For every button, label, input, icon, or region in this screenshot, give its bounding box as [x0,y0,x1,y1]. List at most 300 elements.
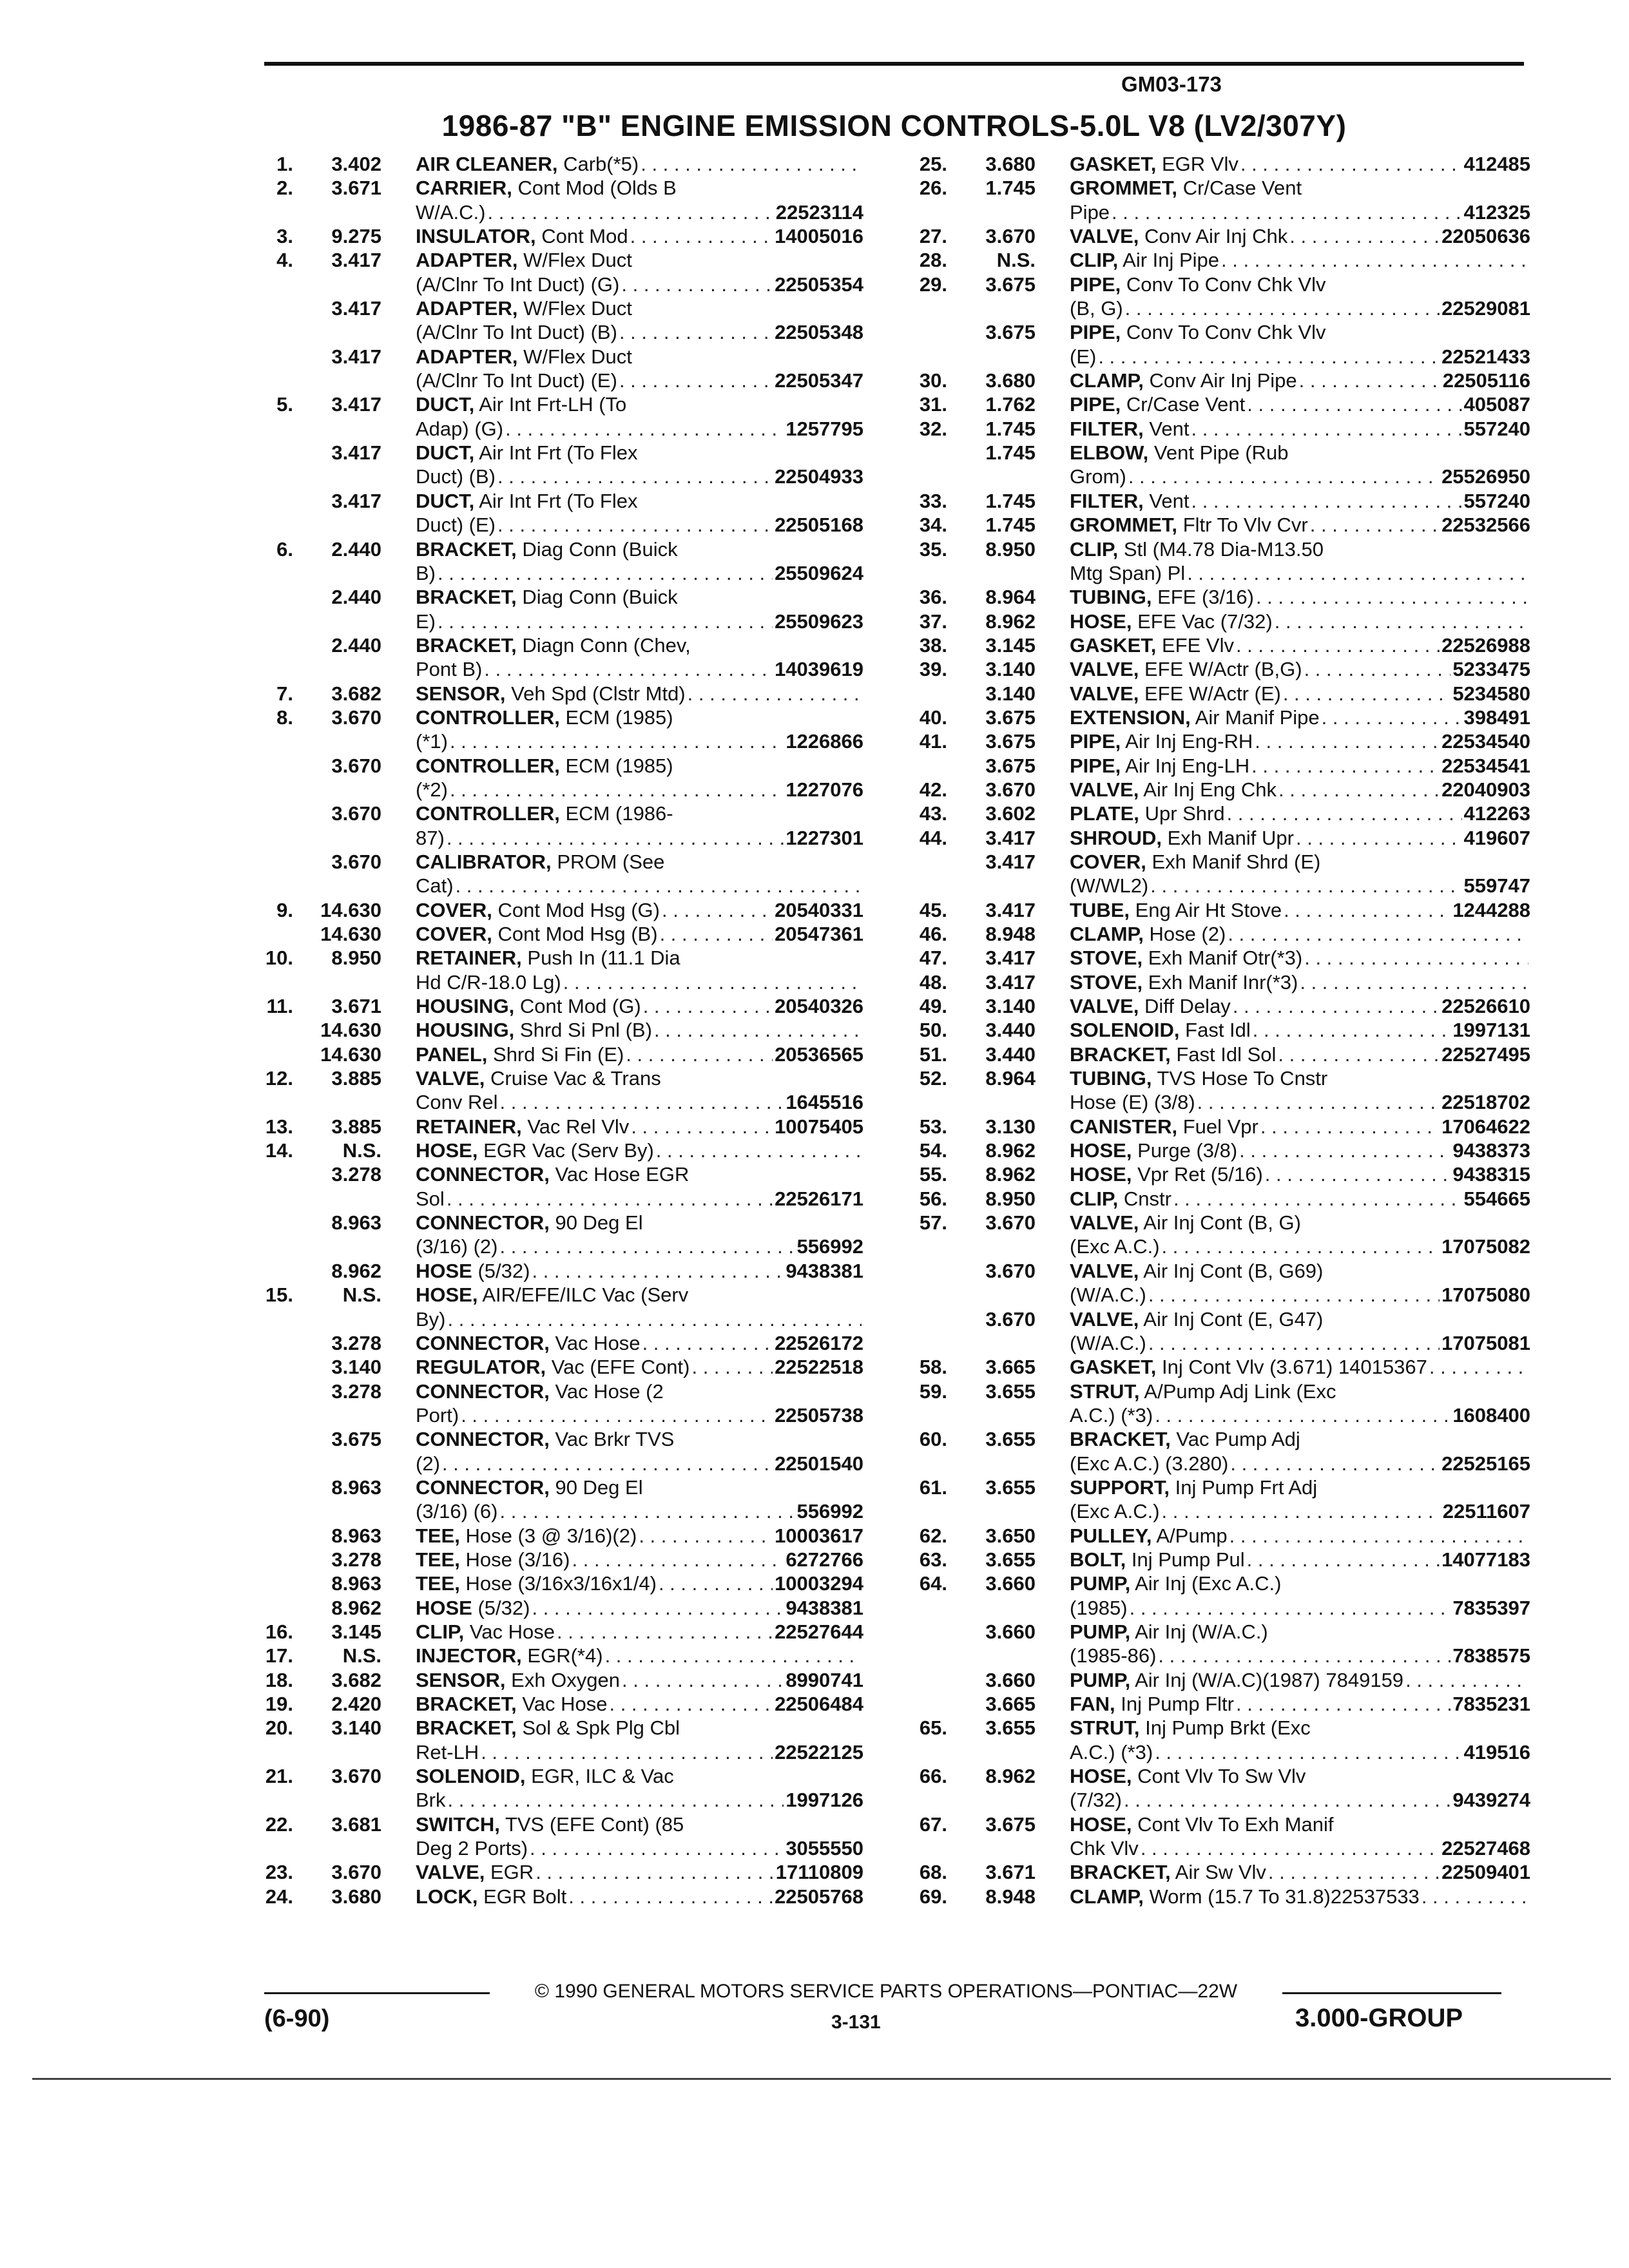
dot-leader [1229,1524,1528,1548]
part-entry [899,1475,1530,1524]
dot-leader [631,1115,773,1139]
dot-leader [1236,1692,1451,1716]
part-name: VALVE, [416,1861,485,1884]
part-number: 17075082 [1441,1235,1530,1258]
dot-leader [1299,369,1441,392]
dot-leader [1289,224,1440,248]
part-text [1070,1018,1530,1042]
part-line [245,970,863,994]
group-number: 3.417 [331,297,381,320]
dot-leader [1247,392,1461,416]
part-line [899,610,1530,633]
part-entry [899,1692,1530,1716]
part-number: 22518702 [1441,1091,1530,1114]
part-number: 22511607 [1442,1500,1530,1523]
part-name: COVER, [416,923,492,945]
part-description [416,729,448,753]
part-text [1070,1499,1530,1523]
part-name: VALVE, [1070,1211,1139,1235]
part-text [1070,1836,1530,1860]
part-line [899,441,1530,465]
part-name: VALVE, [1070,1259,1139,1282]
dot-leader [1162,1235,1440,1258]
item-number: 34. [919,514,947,537]
part-name: CLIP, [1070,537,1119,561]
part-number: 22505168 [775,514,863,537]
part-text [416,1740,863,1764]
part-text [1070,826,1530,850]
dot-leader [639,1524,773,1548]
part-text [416,1187,863,1211]
group-number: 3.675 [331,1428,381,1451]
part-line [899,1788,1530,1812]
part-line [245,1644,863,1667]
part-name: VALVE, [1070,1307,1139,1331]
group-number: 8.963 [331,1572,381,1595]
part-name: CLIP, [1070,1187,1119,1210]
part-number: 1608400 [1452,1403,1530,1427]
dot-leader [1429,1355,1528,1379]
part-name: GASKET, [1070,153,1157,175]
item-number: 36. [919,586,947,609]
item-number: 14. [265,1139,293,1162]
part-entry [245,1668,863,1692]
item-number: 9. [276,898,293,921]
part-line [245,826,863,850]
item-number: 58. [919,1356,947,1379]
part-description [1070,922,1226,946]
part-name: CARRIER, [416,177,512,200]
part-line [245,1548,863,1571]
dot-leader [497,513,773,537]
part-number: 14005016 [775,225,863,248]
part-line [899,1066,1530,1090]
part-description [1070,1259,1323,1283]
part-description [1070,1764,1306,1788]
group-number: 9.275 [331,225,381,248]
item-number: 61. [919,1475,947,1499]
part-detail: Air Sw Vlv [1175,1861,1266,1884]
part-text [416,392,863,416]
part-detail: Air Inj Eng Chk [1143,778,1277,801]
part-line [245,561,863,585]
part-entry [899,248,1530,272]
group-number: N.S. [342,1644,381,1667]
part-entry [899,850,1530,898]
dot-leader [1098,345,1440,369]
part-text [1070,1788,1530,1812]
part-number: 22509401 [1441,1861,1530,1884]
dot-leader [447,826,784,850]
part-name: TEE, [416,1524,460,1547]
part-description [416,1043,624,1066]
part-name: PIPE, [1070,730,1121,753]
part-detail: EGR Vlv [1161,153,1239,175]
part-text [416,1090,863,1114]
part-name: COVER, [1070,850,1146,873]
part-description [1070,176,1302,200]
part-text [1070,465,1530,488]
part-line [899,392,1530,416]
group-number: 3.885 [331,1115,381,1138]
part-detail: Hose (3/16) [465,1548,570,1571]
part-text [1070,1066,1530,1090]
part-line [245,345,863,369]
part-detail: (5/32) [477,1259,530,1282]
dot-leader [499,1499,795,1523]
group-number: 3.417 [331,489,381,512]
part-detail: EFE Vac (7/32) [1137,610,1273,633]
part-detail: (*2) [416,778,448,801]
part-name: CALIBRATOR, [416,850,552,873]
part-number: 1997126 [786,1789,863,1812]
part-entry [899,946,1530,970]
part-number: 7835397 [1452,1596,1530,1619]
dot-leader [499,1235,795,1258]
group-number: 3.655 [985,1475,1036,1499]
part-line [899,970,1530,994]
part-entry [899,1115,1530,1139]
part-number: 5233475 [1452,658,1530,681]
part-description [416,1740,479,1764]
part-entry [245,1620,863,1644]
part-description [416,922,658,946]
part-description [1070,898,1282,922]
part-entry [899,1885,1530,1908]
part-number: 17075081 [1441,1331,1530,1354]
part-detail: Air Inj Pipe [1123,249,1220,272]
part-text [1070,1885,1530,1908]
part-detail: Hose (3/16x3/16x1/4) [465,1572,657,1595]
item-number: 63. [919,1548,947,1571]
part-description [1070,1475,1317,1499]
dot-leader [1260,1115,1440,1139]
item-number: 31. [919,393,947,416]
part-description [1070,1885,1420,1908]
part-detail: TVS (EFE Cont) (85 [505,1812,684,1836]
part-entry [899,994,1530,1018]
part-detail: EGR [490,1861,534,1884]
part-number: 22505768 [775,1885,863,1908]
part-line [899,633,1530,657]
part-text [1070,1764,1530,1788]
part-detail: (1985) [1070,1596,1128,1619]
dot-leader [1112,200,1462,224]
part-number: 14077183 [1441,1548,1530,1571]
group-number: 3.665 [985,1693,1036,1715]
group-number: 1.762 [985,393,1036,416]
part-number: 7835231 [1452,1693,1530,1715]
part-entry [245,585,863,633]
part-text [1070,898,1530,922]
part-detail: Diff Delay [1144,995,1231,1018]
part-detail: (3/16) (6) [416,1500,498,1523]
part-text [416,754,863,778]
group-number: 3.675 [985,730,1036,753]
dot-leader [484,657,773,681]
dot-leader [1253,1018,1451,1042]
part-entry [245,1115,863,1139]
item-number: 26. [919,177,947,200]
part-description [416,1860,534,1884]
part-description [1070,1427,1300,1451]
part-name: HOSE, [1070,1812,1132,1836]
group-number: 2.440 [331,537,381,561]
part-text [1070,224,1530,248]
part-entry [899,176,1530,224]
group-number: 8.948 [985,923,1036,945]
item-number: 41. [919,730,947,753]
part-line [245,850,863,874]
part-entry [245,1018,863,1042]
part-number: 17075080 [1441,1283,1530,1307]
part-line [899,1836,1530,1860]
part-line [899,1668,1530,1692]
part-number: 22522518 [775,1356,863,1379]
part-description [1070,1620,1268,1644]
group-number: N.S. [342,1139,381,1162]
part-description [1070,345,1096,369]
part-description [1070,850,1320,874]
part-number: 412325 [1463,200,1530,224]
part-line [245,273,863,296]
dot-leader [488,200,774,224]
part-line [899,1644,1530,1667]
part-text [1070,1090,1530,1114]
part-description [1070,706,1320,729]
part-line [899,1043,1530,1066]
part-text [1070,489,1530,513]
part-description [1070,1115,1258,1139]
part-text [416,1018,863,1042]
part-number: 412485 [1463,153,1530,175]
part-detail: Air Inj (W/A.C.) [1135,1620,1268,1643]
item-number: 60. [919,1428,947,1451]
group-number: 3.670 [985,1211,1036,1235]
part-description [416,392,626,416]
part-number: 9438381 [786,1259,863,1282]
dot-leader [1275,610,1528,633]
part-entry [245,922,863,946]
part-detail: EGR Vac (Serv By) [483,1139,654,1162]
part-line [245,874,863,898]
part-text [1070,1548,1530,1571]
item-number: 54. [919,1139,947,1162]
part-text [1070,1162,1530,1186]
part-text [1070,561,1530,585]
part-line [245,369,863,392]
part-number: 405087 [1463,393,1530,416]
group-number: 3.670 [985,1307,1036,1331]
item-number: 12. [265,1067,293,1090]
part-name: HOSE, [416,1283,478,1307]
part-detail: Inj Pump Fltr [1121,1693,1234,1715]
part-text [1070,1692,1530,1716]
part-line [899,489,1530,513]
part-line [245,224,863,248]
part-line [899,898,1530,922]
dot-leader [532,1259,784,1283]
part-detail: Air Inj (W/A.C)(1987) 7849159 [1135,1668,1404,1691]
part-text [416,441,863,465]
part-line [245,465,863,488]
part-description [416,273,619,296]
part-name: BRACKET, [416,633,517,657]
group-number: 3.655 [985,1379,1036,1403]
part-entry [899,585,1530,609]
group-number: 3.670 [985,778,1036,801]
part-description [1070,1836,1139,1860]
part-line [899,152,1530,176]
part-line [245,176,863,200]
part-entry [899,537,1530,586]
part-text [416,1644,863,1667]
part-text [1070,345,1530,369]
part-detail: (Exc A.C.) [1070,1500,1160,1523]
dot-leader [1247,1548,1440,1571]
dot-leader [530,1836,784,1860]
group-number: 3.602 [985,802,1036,825]
part-detail: (2) [416,1452,440,1475]
item-number: 64. [919,1572,947,1595]
part-entry [245,946,863,994]
part-entry [899,392,1530,416]
part-name: TEE, [416,1548,460,1571]
part-line [899,1499,1530,1523]
part-name: TUBING, [1070,586,1152,609]
part-text [416,1283,863,1307]
part-detail: Air Int Frt-LH (To [479,393,627,416]
dot-leader [1141,1836,1440,1860]
part-text [416,465,863,488]
group-number: 8.964 [985,1067,1036,1090]
part-detail: Conv Rel [416,1091,498,1114]
bottom-rule [32,2078,1611,2080]
part-description [416,994,641,1018]
part-entry [245,1524,863,1548]
part-line [899,561,1530,585]
part-line [899,1211,1530,1235]
part-description [416,946,680,970]
part-line [899,1139,1530,1162]
dot-leader [505,417,784,441]
part-text [416,874,863,898]
part-detail: Vac Hose [469,1620,555,1643]
dot-leader [1405,1668,1528,1692]
dot-leader [1187,561,1528,585]
part-text [1070,1620,1530,1644]
part-description [416,561,436,585]
part-detail: EFE (3/16) [1157,586,1254,609]
dot-leader [1124,1788,1451,1812]
part-description [416,1259,530,1283]
part-entry [245,1043,863,1066]
dot-leader [1296,826,1462,850]
part-entry [899,1139,1530,1162]
item-number: 23. [265,1861,293,1884]
part-entry [899,1043,1530,1066]
part-text [1070,874,1530,898]
part-description [416,1355,689,1379]
copyright-notice: © 1990 GENERAL MOTORS SERVICE PARTS OPERATIONS—PONTIAC—22W [534,1981,1238,2002]
part-description [416,369,617,392]
group-number: 3.670 [331,754,381,777]
group-number: 3.671 [331,995,381,1018]
group-number: 3.675 [985,754,1036,777]
part-line [245,994,863,1018]
part-description [1070,465,1126,488]
part-text [416,682,863,706]
item-number: 59. [919,1379,947,1403]
part-description [416,682,686,706]
part-entry [245,345,863,393]
part-number: 419607 [1463,826,1530,849]
part-entry [245,1259,863,1283]
part-number: 14039619 [775,658,863,681]
part-detail: Cont Mod (Olds B [517,177,677,200]
item-number: 45. [919,898,947,921]
part-number: 22501540 [775,1452,863,1475]
part-description [1070,1187,1171,1211]
part-entry [899,729,1530,753]
part-entry [245,248,863,296]
dot-leader [659,1571,773,1595]
part-text [1070,778,1530,802]
part-detail: Push In (11.1 Dia [527,947,680,970]
part-text [1070,729,1530,753]
part-line [245,682,863,706]
part-entry [899,657,1530,681]
part-text [1070,1259,1530,1283]
dot-leader [660,922,773,946]
part-entry [899,417,1530,441]
part-text [416,513,863,537]
group-number: 3.670 [331,802,381,825]
part-entry [245,754,863,802]
item-number: 17. [265,1644,293,1667]
part-name: PUMP, [1070,1572,1131,1595]
part-entry [899,970,1530,994]
part-detail: A/Pump Adj Link (Exc [1144,1379,1336,1403]
dot-leader [1278,778,1440,802]
part-number: 9438373 [1452,1139,1530,1162]
part-line [899,1764,1530,1788]
part-line [245,441,863,465]
part-line [245,754,863,778]
group-number: 3.145 [985,633,1036,657]
part-name: VALVE, [416,1067,485,1090]
part-detail: Air Int Frt (To Flex [479,441,638,465]
part-line [245,1620,863,1644]
part-line [899,1812,1530,1836]
part-name: HOUSING, [416,1019,515,1042]
part-name: GROMMET, [1070,514,1178,537]
group-number: 8.962 [985,610,1036,633]
part-detail: (7/32) [1070,1789,1122,1812]
part-detail: Fuel Vpr [1182,1115,1258,1138]
part-description [1070,778,1277,802]
part-number: 22534540 [1441,730,1530,753]
dot-leader [447,1187,773,1211]
group-number: 3.140 [985,658,1036,681]
part-description [1070,1307,1323,1331]
part-line [899,1571,1530,1595]
part-line [899,1740,1530,1764]
part-detail: (W/A.C.) [1070,1283,1146,1307]
item-number: 42. [919,778,947,801]
part-number: 1257795 [786,417,863,440]
group-number: 3.670 [331,706,381,729]
